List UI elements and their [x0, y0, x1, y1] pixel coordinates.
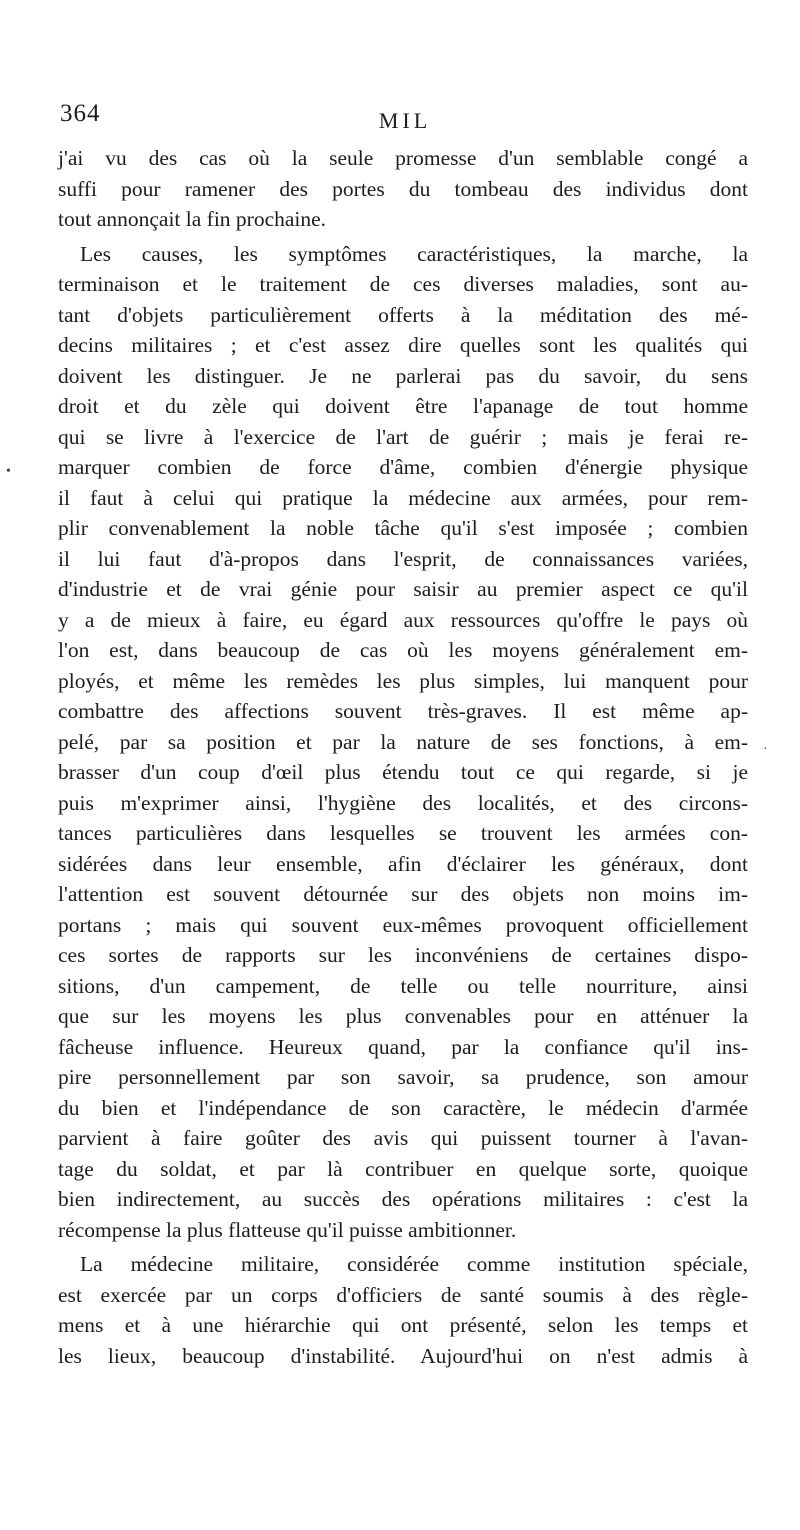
- text-line: il faut à celui qui pratique la médecine aux armées, pour rem-: [58, 485, 748, 510]
- text-line: parvient à faire goûter des avis qui puissent tourner à l'avan-: [58, 1126, 748, 1150]
- text-line: pire personnellement par son savoir, sa prudence, son amour: [58, 1065, 748, 1089]
- text-line: y a de mieux à faire, eu égard aux ressources qu'offre le pays où: [58, 607, 748, 632]
- text-line: tout annonçait la fin prochaine.: [58, 207, 327, 231]
- page-number: 364: [60, 100, 101, 127]
- text-line: ces sortes de rapports sur les inconvéniens de certaines dispo-: [58, 943, 748, 967]
- text-line: ployés, et même les remèdes les plus simples, lui manquent pour: [58, 668, 748, 693]
- paragraph: [58, 239, 748, 1246]
- text-line: puis m'exprimer ainsi, l'hygiène des localités, et des circons-: [58, 790, 748, 815]
- text-line: est exercée par un corps d'officiers de santé soumis à des règle-: [58, 1282, 748, 1307]
- paragraph: [58, 1249, 748, 1371]
- text-line: tage du soldat, et par là contribuer en quelque sorte, quoique: [58, 1156, 748, 1181]
- text-line: droit et du zèle qui doivent être l'apanage de tout homme: [58, 394, 748, 418]
- text-line: marquer combien de force d'âme, combien d'énergie physique: [58, 455, 748, 479]
- text-line: sitions, d'un campement, de telle ou telle nourriture, ainsi: [58, 973, 748, 998]
- text-line: pelé, par sa position et par la nature de ses fonctions, à em-: [58, 729, 748, 754]
- margin-mark-left: •: [6, 464, 11, 479]
- text-line: tant d'objets particulièrement offerts à la méditation des mé-: [58, 302, 748, 327]
- text-line: La médecine militaire, considérée comme institution spéciale,: [80, 1252, 748, 1276]
- text-line: fâcheuse influence. Heureux quand, par la confiance qu'il ins-: [58, 1034, 748, 1059]
- body-text: [58, 143, 748, 1371]
- text-line: portans ; mais qui souvent eux-mêmes provoquent officiellement: [58, 912, 748, 937]
- margin-mark-right: ·: [763, 742, 768, 757]
- text-line: que sur les moyens les plus convenables pour en atténuer la: [58, 1004, 748, 1028]
- text-line: j'ai vu des cas où la seule promesse d'un semblable congé a: [58, 146, 748, 170]
- text-line: l'attention est souvent détournée sur des objets non moins im-: [58, 882, 748, 906]
- text-line: plir convenablement la noble tâche qu'il s'est imposée ; combien: [58, 516, 748, 540]
- text-line: récompense la plus flatteuse qu'il puisse ambitionner.: [58, 1217, 517, 1242]
- text-line: du bien et l'indépendance de son caractère, le médecin d'armée: [58, 1095, 748, 1120]
- page-header: [60, 100, 750, 140]
- text-line: Les causes, les symptômes caractéristiques, la marche, la: [80, 241, 748, 266]
- text-line: suffi pour ramener des portes du tombeau des individus dont: [58, 176, 748, 201]
- text-line: combattre des affections souvent très-graves. Il est même ap-: [58, 699, 748, 723]
- text-line: d'industrie et de vrai génie pour saisir au premier aspect ce qu'il: [58, 577, 748, 601]
- text-line: il lui faut d'à-propos dans l'esprit, de connaissances variées,: [58, 546, 748, 571]
- running-head: MIL: [378, 108, 432, 133]
- text-line: doivent les distinguer. Je ne parlerai pas du savoir, du sens: [58, 363, 748, 388]
- paragraph: [58, 143, 748, 235]
- text-line: l'on est, dans beaucoup de cas où les moyens généralement em-: [58, 638, 748, 662]
- text-line: brasser d'un coup d'œil plus étendu tout ce qui regarde, si je: [58, 760, 748, 784]
- text-line: sidérées dans leur ensemble, afin d'éclairer les généraux, dont: [58, 851, 748, 876]
- text-line: qui se livre à l'exercice de l'art de guérir ; mais je ferai re-: [58, 424, 748, 449]
- text-line: les lieux, beaucoup d'instabilité. Aujourd'hui on n'est admis à: [58, 1343, 748, 1368]
- text-line: mens et à une hiérarchie qui ont présenté, selon les temps et: [58, 1313, 748, 1337]
- text-line: terminaison et le traitement de ces diverses maladies, sont au-: [58, 272, 748, 296]
- text-line: decins militaires ; et c'est assez dire quelles sont les qualités qui: [58, 333, 748, 357]
- text-line: tances particulières dans lesquelles se trouvent les armées con-: [58, 821, 748, 845]
- text-line: bien indirectement, au succès des opérations militaires : c'est la: [58, 1187, 748, 1211]
